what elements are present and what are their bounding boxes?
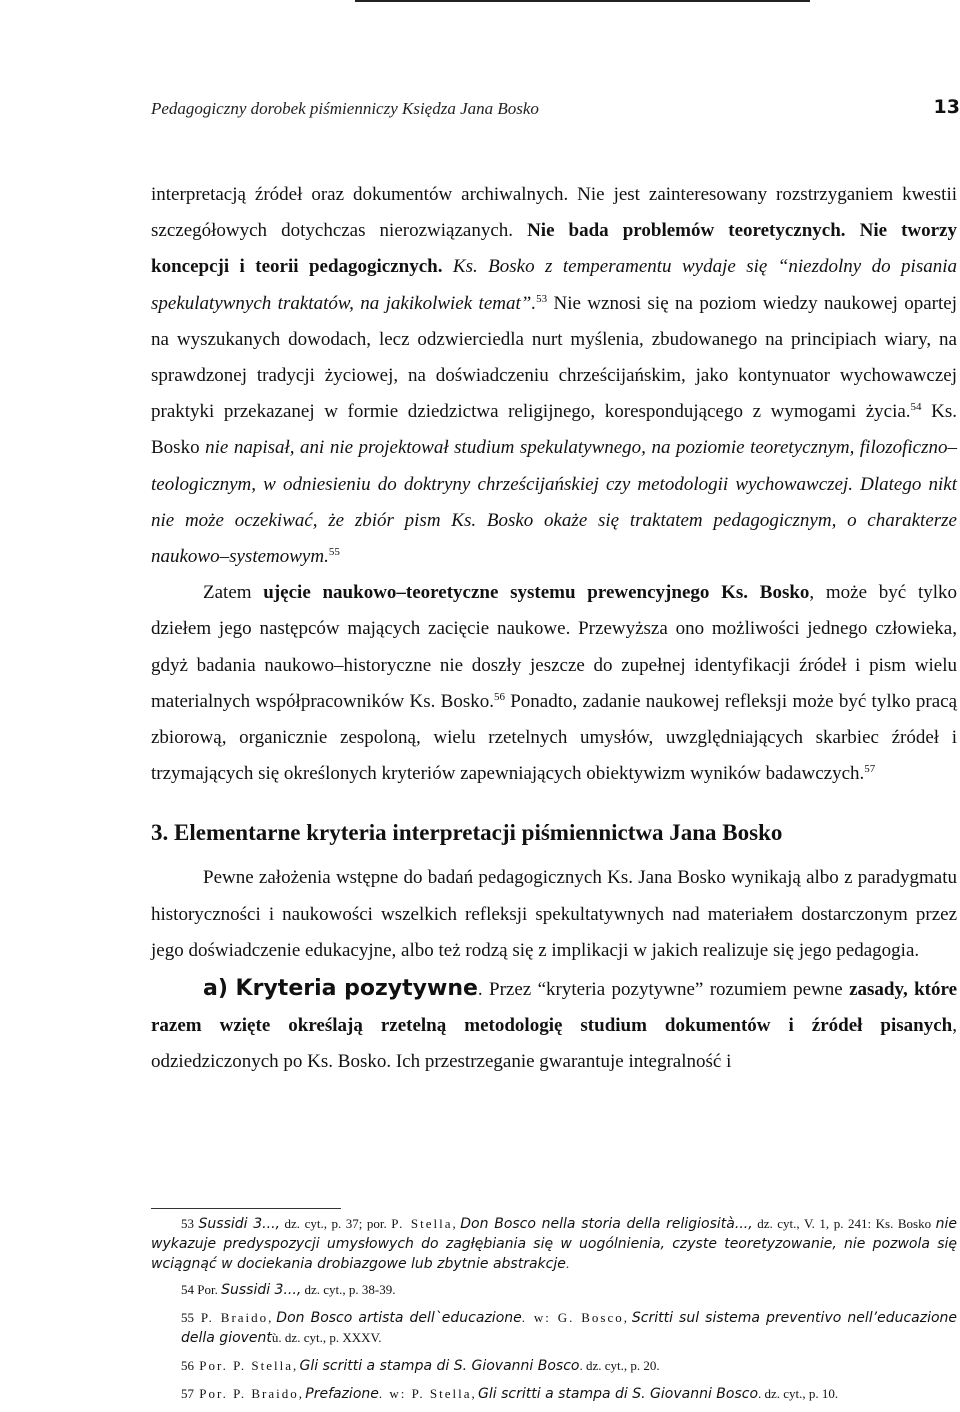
footnote-title: Gli scritti a stampa di S. Giovanni Bosco — [478, 1386, 759, 1402]
text-run: , odziedziczonych po Ks. Bosko. Ich przestrzeganie gwarantuje integralność i — [151, 1015, 957, 1073]
footnote-text: , — [268, 1310, 277, 1325]
footnote-57 — [151, 1384, 957, 1404]
footnote-text: . — [565, 1256, 570, 1271]
footnote-author: Por. P. Stella — [194, 1358, 293, 1373]
footnote-53 — [151, 1214, 957, 1274]
footnote-ref-57[interactable]: 57 — [864, 763, 876, 776]
top-rule — [355, 0, 810, 2]
bold-run: Nie bada problemów teoretycznych. Nie tworzy koncepcji i teorii pedagogicznych. — [151, 220, 957, 278]
text-run: Zatem — [203, 582, 264, 604]
footnote-number: 57 — [181, 1386, 194, 1401]
footnote-text: , — [293, 1358, 300, 1373]
text-run: , może być tylko dziełem jego następców mających zacięcie naukowe. Przewyższa ono możliwości jednego człowieka, gdyż badania naukowo–historyczne nie doszły jeszcze do zupełnej identyfikacji źródeł i pism wielu materialnych współpracowników Ks. Bosko. — [151, 582, 958, 712]
page-number: 13 — [933, 96, 960, 118]
footnote-text: . dz. cyt., p. 20. — [579, 1358, 660, 1373]
footnote-number: 54 — [181, 1282, 194, 1297]
paragraph-1 — [151, 177, 957, 575]
footnote-text: Sussidi 3..., — [198, 1216, 280, 1232]
footnote-title: Don Bosco artista dell`educazione — [276, 1310, 522, 1326]
footnote-title: Scritti sul sistema preventivo nell’educazione della giovent — [181, 1310, 958, 1346]
italic-run: Ks. Bosko z temperamentu wydaje się “niezdolny do pisania spekulatywnych traktatów, na jakikolwiek temat”. — [151, 256, 957, 314]
text-run: Ponadto, zadanie naukowej refleksji może być tylko pracą zbiorową, organicznie zespoloną, wielu rzetelnych umysłów, uwzględniających skarbiec źródeł i trzymających się określonych kryteriów zapewniających obiektywizm wyników badawczych. — [151, 690, 958, 785]
paragraph-2 — [151, 575, 957, 792]
footnote-quote: nie wykazuje predyspozycji umysłowych do zagłębiania się w uogólnienia, czyste teoretyzowanie, nie pozwola się wciągnąć w dociekania drobiazgowe lub zbytnie abstrakcje — [151, 1216, 958, 1272]
footnote-text: . dz. cyt., p. 10. — [758, 1386, 839, 1401]
text-run: interpretacją źródeł oraz dokumentów archiwalnych. Nie jest zainteresowany rozstrzyganiem kwestii szczegółowych dotychczas nierozwiązanych. — [151, 184, 957, 242]
running-title: Pedagogiczny dorobek piśmienniczy Księdza Jana Bosko — [151, 99, 539, 118]
footnote-56 — [151, 1356, 957, 1376]
paragraph-3: Pewne założenia wstępne do badań pedagogicznych Ks. Jana Bosko wynikają albo z paradygmatu historyczności i naukowości wszelkich refleksji spekultatywnych nad materiałem dostarczonym przez jego doświadczenie edukacyjne, albo też rodzą się z implikacji w jakich realizuje się jego pedagogia. — [151, 867, 957, 961]
footnote-ref-55[interactable]: 55 — [328, 546, 340, 559]
italic-run: nie napisał, ani nie projektował studium spekulatywnego, na poziomie teoretycznym, filozoficzno–teologicznym, w odniesieniu do doktryny chrześcijańskiej czy metodologii wychowawczej. Dlatego nikt nie może oczekiwać, że zbiór pism Ks. Bosko okaże się traktatem pedagogicznym, o charakterze naukowo–systemowym. — [151, 437, 957, 568]
footnote-author: . w: G. Bosco — [521, 1310, 624, 1325]
footnote-55 — [151, 1308, 957, 1348]
footnote-text: Por. — [194, 1282, 222, 1297]
footnote-text: dz. cyt., p. 38-39. — [301, 1282, 396, 1297]
footnote-rule — [151, 1208, 341, 1209]
footnote-title: Gli scritti a stampa di S. Giovanni Bosco — [299, 1358, 580, 1374]
paragraph-4 — [151, 971, 957, 1081]
footnote-text: , — [452, 1216, 461, 1231]
subsection-heading-wrap — [203, 971, 478, 1008]
footnote-ref-54[interactable]: 54 — [910, 401, 922, 414]
text-run: Nie wznosi się na poziom wiedzy naukowej opartej na wyszukanych dowodach, lecz odzwierciedla nurt myślenia, zbudowanego na principiach wiary, na sprawdzonej tradycji życiowej, na doświadczeniu chrześcijańskim, jako kontynuator wychowawczej praktyki przekazanej w formie dziedzictwa religijnego, korespondującego z wymogami życia. — [151, 292, 958, 423]
main-text — [151, 177, 957, 1081]
footnote-text: ù. dz. cyt., p. XXXV. — [271, 1330, 382, 1345]
footnote-text: , — [471, 1386, 479, 1401]
footnote-ref-56[interactable]: 56 — [493, 690, 505, 703]
footnote-text: , — [623, 1310, 632, 1325]
footnote-author: . w: P. Stella — [378, 1386, 472, 1401]
footnote-text: , — [298, 1386, 306, 1401]
footnotes — [151, 1214, 957, 1412]
footnote-author: Por. P. Braido — [194, 1386, 299, 1401]
section-heading: 3. Elementarne kryteria interpretacji piśmiennictwa Jana Bosko — [151, 820, 783, 846]
footnote-54 — [151, 1280, 957, 1300]
footnote-title: Prefazione — [305, 1386, 379, 1402]
text-run: Ks. Bosko — [151, 401, 957, 459]
footnote-title: Sussidi 3..., — [221, 1282, 302, 1298]
bold-run: ujęcie naukowo–teoretyczne systemu prewencyjnego Ks. Bosko — [263, 582, 810, 604]
footnote-ref-53[interactable]: 53 — [536, 292, 548, 305]
footnote-text: dz. cyt., V. 1, p. 241: Ks. Bosko — [752, 1216, 936, 1231]
subsection-heading: a) Kryteria pozytywne — [203, 976, 478, 1002]
footnote-number: 55 — [181, 1310, 194, 1325]
footnote-number: 53 — [181, 1216, 194, 1231]
text-run: . Przez “kryteria pozytywne” rozumiem pewne — [477, 979, 850, 1001]
footnote-text: dz. cyt., p. 37; por. — [279, 1216, 392, 1231]
footnote-author: P. Braido — [194, 1310, 269, 1325]
footnote-number: 56 — [181, 1358, 194, 1373]
bold-run: zasady, które razem wzięte określają rzetelną metodologię studium dokumentów i źródeł pisanych — [151, 979, 958, 1037]
footnote-author: P. Stella — [391, 1216, 453, 1231]
footnote-title: Don Bosco nella storia della religiosità..., — [460, 1216, 753, 1232]
